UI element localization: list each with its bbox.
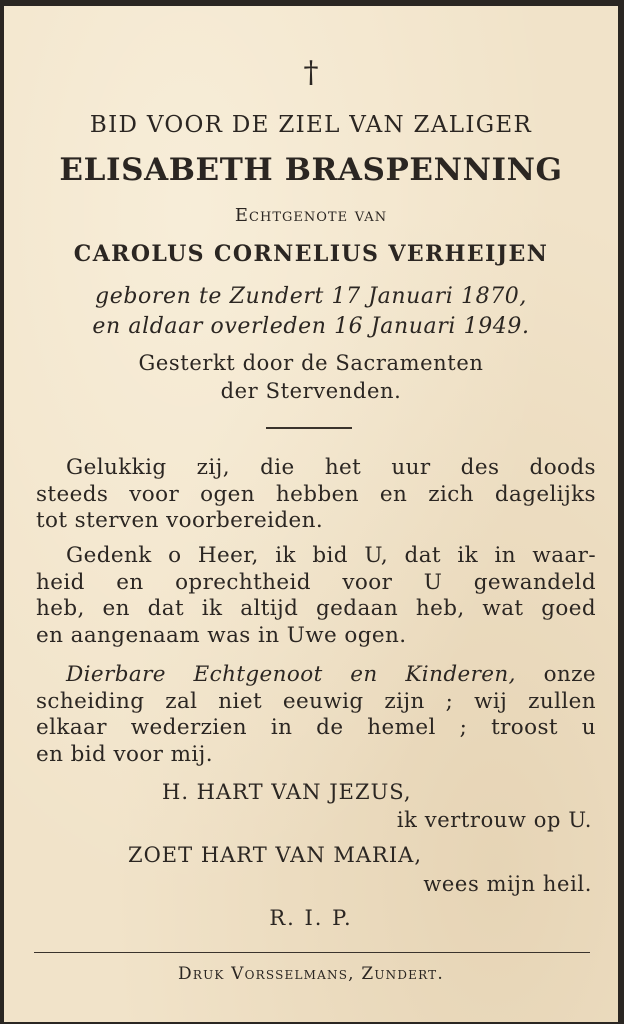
paragraph-line: tot sterven voorbereiden. xyxy=(36,508,324,533)
prayer-request-heading: BID VOOR DE ZIEL VAN ZALIGER xyxy=(89,112,533,138)
paragraph-lead-rest: onze xyxy=(543,662,597,687)
invocation-jesus: H. HART VAN JEZUS, xyxy=(162,780,412,804)
death-line: en aldaar overleden 16 Januari 1949. xyxy=(92,314,530,339)
paragraph-line: heid en oprechtheid voor U gewandeld xyxy=(36,569,596,595)
paragraph-line: Gelukkig zij, die het uur des doods xyxy=(66,455,596,480)
divider-short xyxy=(266,427,352,429)
sacraments-line-1: Gesterkt door de Sacramenten xyxy=(138,351,484,375)
printer-credit: Druk Vorsselmans, Zundert. xyxy=(178,964,444,984)
birth-line: geboren te Zundert 17 Januari 1870, xyxy=(95,284,527,309)
paragraph-2 xyxy=(36,543,596,649)
invocation-maria-response: wees mijn heil. xyxy=(423,872,592,896)
memorial-card xyxy=(4,6,618,1022)
paragraph-line xyxy=(36,662,596,689)
paragraph-line: steeds voor ogen hebben en zich dagelijks xyxy=(36,481,596,507)
paragraph-line: heb, en dat ik altijd gedaan heb, wat goed xyxy=(36,596,596,621)
sacraments-line-2: der Stervenden. xyxy=(220,379,402,403)
paragraph-line: elkaar wederzien in de hemel ; troost u xyxy=(36,715,596,740)
cross-icon: † xyxy=(303,55,319,90)
paragraph-line: Gedenk o Heer, ik bid U, dat ik in waar- xyxy=(66,543,596,568)
invocation-jesus-response: ik vertrouw op U. xyxy=(396,808,592,832)
invocation-maria: ZOET HART VAN MARIA, xyxy=(128,843,422,867)
paragraph-1 xyxy=(36,455,596,535)
family-address: Dierbare Echtgenoot en Kinderen, xyxy=(66,662,516,687)
paragraph-line: en aangenaam was in Uwe ogen. xyxy=(36,622,407,648)
divider-long xyxy=(34,952,590,953)
spouse-name: CAROLUS CORNELIUS VERHEIJEN xyxy=(73,241,549,267)
spouse-intro: Echtgenote van xyxy=(234,205,388,226)
paragraph-3 xyxy=(36,662,596,768)
paragraph-line: scheiding zal niet eeuwig zijn ; wij zullen xyxy=(36,688,596,714)
rip-text: R. I. P. xyxy=(269,906,353,930)
deceased-name: ELISABETH BRASPENNING xyxy=(59,152,563,188)
paragraph-line: en bid voor mij. xyxy=(36,741,213,767)
